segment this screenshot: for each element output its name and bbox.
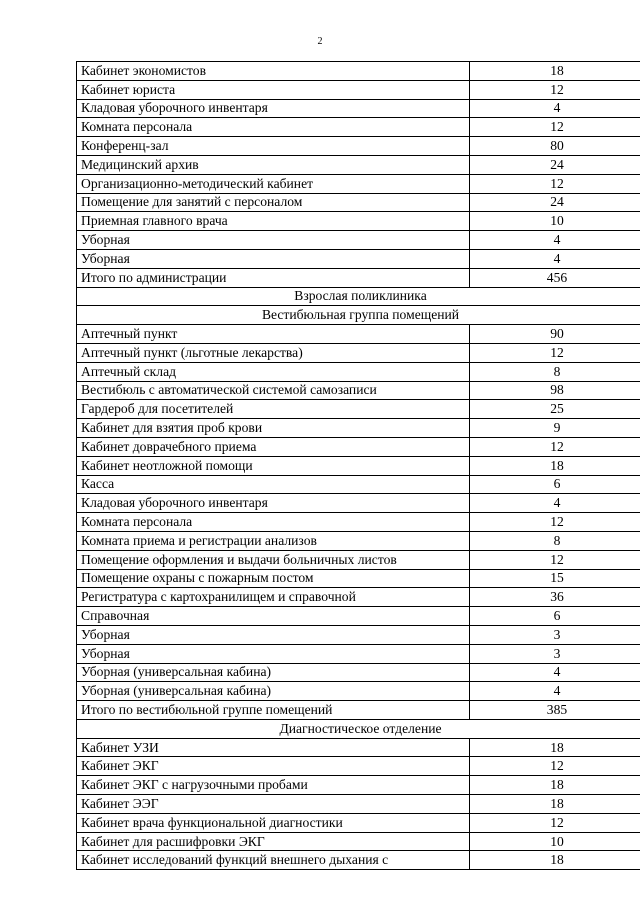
table-row <box>77 513 640 532</box>
section-header-row <box>77 719 640 738</box>
room-name-cell: Уборная (универсальная кабина) <box>77 663 470 682</box>
table-row <box>77 343 640 362</box>
table-row <box>77 738 640 757</box>
room-name-cell: Кабинет юриста <box>77 80 470 99</box>
room-area-cell: 18 <box>469 851 640 870</box>
room-name-cell: Справочная <box>77 607 470 626</box>
room-area-cell: 4 <box>469 231 640 250</box>
table-row <box>77 813 640 832</box>
table-row <box>77 381 640 400</box>
room-name-cell: Уборная <box>77 249 470 268</box>
room-name-cell: Аптечный пункт (льготные лекарства) <box>77 343 470 362</box>
rooms-area-table <box>76 61 640 870</box>
room-area-cell: 12 <box>469 550 640 569</box>
room-area-cell: 10 <box>469 832 640 851</box>
room-area-cell: 4 <box>469 663 640 682</box>
room-area-cell: 4 <box>469 494 640 513</box>
table-row <box>77 400 640 419</box>
room-area-cell: 8 <box>469 362 640 381</box>
room-area-cell: 4 <box>469 249 640 268</box>
room-area-cell: 12 <box>469 174 640 193</box>
section-title: Вестибюльная группа помещений <box>77 306 640 325</box>
room-area-cell: 24 <box>469 193 640 212</box>
table-row <box>77 795 640 814</box>
table-row <box>77 137 640 156</box>
room-name-cell: Кабинет для взятия проб крови <box>77 419 470 438</box>
table-row <box>77 437 640 456</box>
room-area-cell: 6 <box>469 607 640 626</box>
table-row <box>77 588 640 607</box>
table-row <box>77 325 640 344</box>
table-row <box>77 757 640 776</box>
room-name-cell: Вестибюль с автоматической системой самозаписи <box>77 381 470 400</box>
room-name-cell: Медицинский архив <box>77 155 470 174</box>
room-name-cell: Кабинет врача функциональной диагностики <box>77 813 470 832</box>
table-row <box>77 174 640 193</box>
room-area-cell: 385 <box>469 701 640 720</box>
table-row <box>77 249 640 268</box>
room-name-cell: Уборная <box>77 644 470 663</box>
room-area-cell: 12 <box>469 343 640 362</box>
room-name-cell: Кабинет экономистов <box>77 62 470 81</box>
room-area-cell: 18 <box>469 795 640 814</box>
room-name-cell: Кладовая уборочного инвентаря <box>77 99 470 118</box>
table-row <box>77 118 640 137</box>
room-area-cell: 36 <box>469 588 640 607</box>
table-row <box>77 212 640 231</box>
room-name-cell: Конференц-зал <box>77 137 470 156</box>
section-header-row <box>77 306 640 325</box>
room-area-cell: 12 <box>469 437 640 456</box>
room-name-cell: Уборная <box>77 625 470 644</box>
room-area-cell: 18 <box>469 62 640 81</box>
room-name-cell: Касса <box>77 475 470 494</box>
room-area-cell: 15 <box>469 569 640 588</box>
room-name-cell: Помещение охраны с пожарным постом <box>77 569 470 588</box>
room-name-cell: Уборная (универсальная кабина) <box>77 682 470 701</box>
table-row <box>77 362 640 381</box>
table-row <box>77 231 640 250</box>
room-area-cell: 18 <box>469 738 640 757</box>
page-number: 2 <box>317 36 323 47</box>
room-name-cell: Кабинет ЭКГ <box>77 757 470 776</box>
room-name-cell: Кабинет исследований функций внешнего дыхания с <box>77 851 470 870</box>
table-row <box>77 99 640 118</box>
room-area-cell: 80 <box>469 137 640 156</box>
room-name-cell: Кабинет для расшифровки ЭКГ <box>77 832 470 851</box>
room-area-cell: 9 <box>469 419 640 438</box>
room-name-cell: Комната приема и регистрации анализов <box>77 531 470 550</box>
room-area-cell: 4 <box>469 99 640 118</box>
room-name-cell: Аптечный пункт <box>77 325 470 344</box>
room-name-cell: Итого по вестибюльной группе помещений <box>77 701 470 720</box>
room-area-cell: 24 <box>469 155 640 174</box>
section-header-row <box>77 287 640 306</box>
room-name-cell: Организационно-методический кабинет <box>77 174 470 193</box>
table-row <box>77 569 640 588</box>
room-area-cell: 6 <box>469 475 640 494</box>
room-area-cell: 3 <box>469 625 640 644</box>
room-area-cell: 456 <box>469 268 640 287</box>
rooms-table-body <box>77 62 640 870</box>
table-row <box>77 663 640 682</box>
room-area-cell: 18 <box>469 456 640 475</box>
room-name-cell: Помещение для занятий с персоналом <box>77 193 470 212</box>
room-name-cell: Итого по администрации <box>77 268 470 287</box>
room-area-cell: 10 <box>469 212 640 231</box>
table-row <box>77 155 640 174</box>
table-row <box>77 62 640 81</box>
room-area-cell: 8 <box>469 531 640 550</box>
room-name-cell: Кабинет ЭЭГ <box>77 795 470 814</box>
table-row <box>77 625 640 644</box>
room-name-cell: Гардероб для посетителей <box>77 400 470 419</box>
room-area-cell: 3 <box>469 644 640 663</box>
table-row <box>77 776 640 795</box>
room-name-cell: Кабинет доврачебного приема <box>77 437 470 456</box>
room-area-cell: 12 <box>469 813 640 832</box>
room-area-cell: 12 <box>469 80 640 99</box>
room-name-cell: Приемная главного врача <box>77 212 470 231</box>
table-row <box>77 851 640 870</box>
room-name-cell: Кладовая уборочного инвентаря <box>77 494 470 513</box>
room-name-cell: Аптечный склад <box>77 362 470 381</box>
room-name-cell: Кабинет ЭКГ с нагрузочными пробами <box>77 776 470 795</box>
room-area-cell: 12 <box>469 118 640 137</box>
table-row <box>77 80 640 99</box>
room-area-cell: 18 <box>469 776 640 795</box>
room-name-cell: Помещение оформления и выдачи больничных листов <box>77 550 470 569</box>
room-name-cell: Уборная <box>77 231 470 250</box>
table-row <box>77 494 640 513</box>
table-row <box>77 832 640 851</box>
room-area-cell: 12 <box>469 757 640 776</box>
room-name-cell: Кабинет УЗИ <box>77 738 470 757</box>
table-row <box>77 268 640 287</box>
room-name-cell: Регистратура с картохранилищем и справочной <box>77 588 470 607</box>
table-row <box>77 475 640 494</box>
table-row <box>77 419 640 438</box>
room-area-cell: 90 <box>469 325 640 344</box>
table-row <box>77 550 640 569</box>
section-title: Диагностическое отделение <box>77 719 640 738</box>
section-title: Взрослая поликлиника <box>77 287 640 306</box>
table-row <box>77 456 640 475</box>
table-row <box>77 607 640 626</box>
room-name-cell: Комната персонала <box>77 513 470 532</box>
room-area-cell: 4 <box>469 682 640 701</box>
table-row <box>77 531 640 550</box>
room-name-cell: Комната персонала <box>77 118 470 137</box>
room-area-cell: 12 <box>469 513 640 532</box>
table-row <box>77 682 640 701</box>
room-area-cell: 25 <box>469 400 640 419</box>
table-row <box>77 644 640 663</box>
table-row <box>77 193 640 212</box>
table-row <box>77 701 640 720</box>
room-name-cell: Кабинет неотложной помощи <box>77 456 470 475</box>
room-area-cell: 98 <box>469 381 640 400</box>
